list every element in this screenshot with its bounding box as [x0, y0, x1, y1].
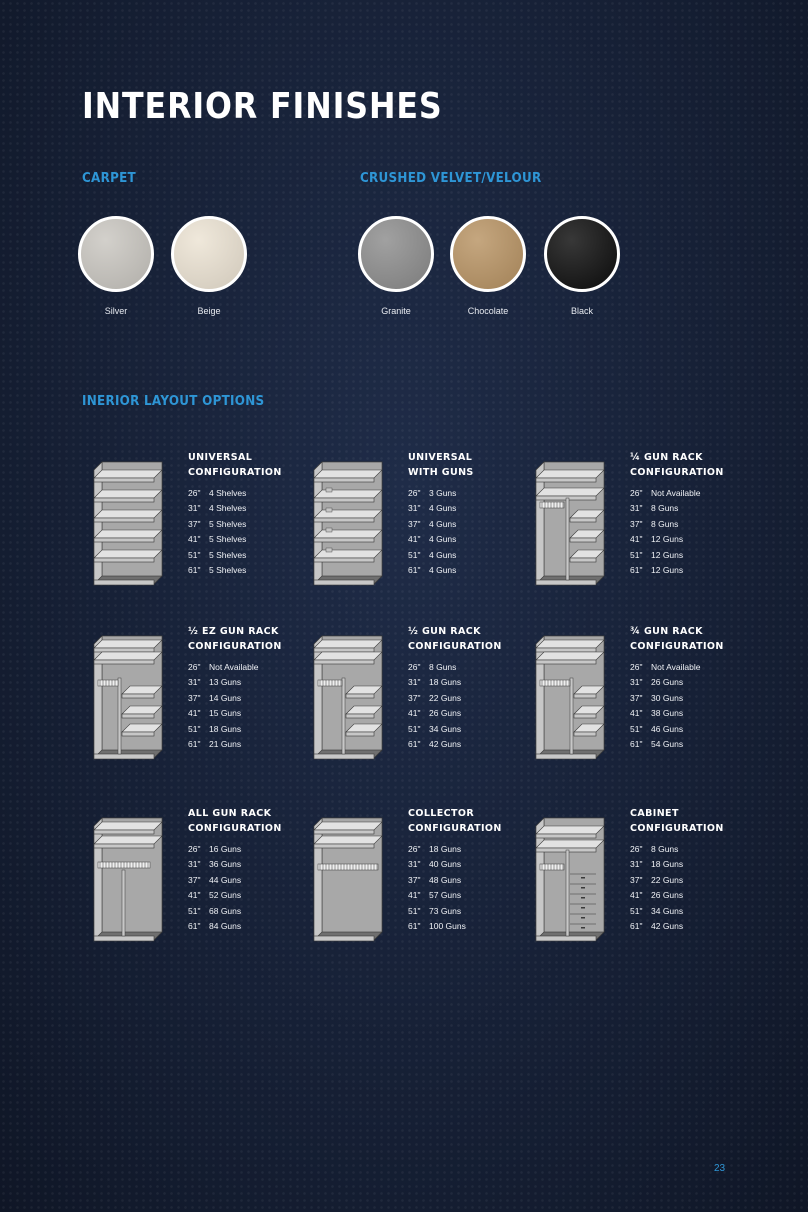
swatch-chocolate-circle [450, 216, 526, 292]
capacity-value: 14 Guns [209, 692, 242, 703]
capacity-value: 52 Guns [209, 890, 242, 901]
capacity-row [188, 842, 241, 857]
safe-size: 51" [408, 723, 421, 734]
swatch-granite [358, 216, 434, 316]
safe-size: 31" [408, 677, 421, 688]
safe-size: 26" [630, 844, 643, 854]
safe-size: 41" [630, 708, 643, 719]
capacity-row [188, 660, 258, 675]
capacity-row [630, 857, 683, 872]
capacity-row [630, 532, 700, 547]
capacity-value: 26 Guns [651, 677, 684, 688]
safe-size: 26" [188, 844, 201, 854]
layout-card [534, 806, 756, 966]
carpet-section-label: CARPET [82, 171, 137, 186]
capacity-value: 40 Guns [429, 859, 462, 870]
capacity-row [188, 563, 246, 578]
capacity-value: 8 Guns [651, 518, 679, 529]
capacity-row [630, 486, 700, 501]
safe-size: 61" [630, 739, 643, 750]
layout-title: ½ GUN RACK CONFIGURATION [408, 626, 502, 652]
safe-size: 61" [408, 565, 421, 576]
capacity-row [188, 888, 241, 903]
capacity-value: 13 Guns [209, 677, 242, 688]
safe-size: 26" [408, 488, 421, 498]
capacity-row [408, 532, 456, 547]
capacity-value: Not Available [651, 488, 701, 498]
capacity-value: 84 Guns [209, 921, 242, 932]
safe-size: 61" [630, 921, 643, 932]
capacity-row [188, 904, 241, 919]
swatch-black [544, 216, 620, 316]
capacity-value: 18 Guns [429, 844, 462, 854]
safe-size: 31" [630, 859, 643, 870]
capacity-value: 34 Guns [429, 723, 462, 734]
capacity-value: 8 Guns [651, 503, 679, 514]
capacity-value: 57 Guns [429, 890, 462, 901]
layout-title: UNIVERSAL WITH GUNS [408, 452, 474, 478]
capacity-value: 54 Guns [651, 739, 684, 750]
capacity-row [408, 842, 466, 857]
swatch-beige-circle [171, 216, 247, 292]
capacity-value: Not Available [209, 662, 259, 672]
layout-card [312, 450, 534, 610]
capacity-row [630, 517, 700, 532]
capacity-row [630, 691, 700, 706]
safe-size: 31" [188, 503, 201, 514]
swatch-label: Chocolate [467, 306, 509, 316]
capacity-row [188, 501, 246, 516]
swatch-chocolate [450, 216, 526, 316]
safe-size: 61" [188, 739, 201, 750]
swatch-label: Beige [197, 306, 221, 316]
safe-size: 31" [630, 677, 643, 688]
capacity-value: 4 Shelves [209, 503, 247, 514]
capacity-value: 12 Guns [651, 534, 684, 545]
capacity-row [630, 737, 700, 752]
layout-card [312, 624, 534, 784]
capacity-row [408, 501, 456, 516]
safe-size: 26" [630, 488, 643, 498]
capacity-row [408, 563, 456, 578]
capacity-value: 18 Guns [429, 677, 462, 688]
layout-card [92, 450, 314, 610]
capacity-value: 12 Guns [651, 565, 684, 576]
safe-size: 37" [408, 692, 421, 703]
safe-size: 26" [408, 844, 421, 854]
safe-size: 51" [188, 905, 201, 916]
safe-size: 61" [188, 921, 201, 932]
safe-size: 37" [630, 518, 643, 529]
safe-size: 37" [408, 874, 421, 885]
capacity-row [630, 904, 683, 919]
capacity-value: 44 Guns [209, 874, 242, 885]
capacity-row [188, 675, 258, 690]
capacity-row [630, 873, 683, 888]
layout-capacity-list [630, 842, 683, 934]
capacity-value: 8 Guns [651, 844, 679, 854]
capacity-value: 68 Guns [209, 905, 242, 916]
layout-capacity-list [408, 842, 466, 934]
page-number: 23 [714, 1163, 726, 1174]
capacity-value: 18 Guns [209, 723, 242, 734]
capacity-row [408, 722, 461, 737]
layout-capacity-list [630, 486, 700, 578]
safe-size: 26" [188, 488, 201, 498]
capacity-row [408, 548, 456, 563]
safe-size: 37" [188, 874, 201, 885]
capacity-row [630, 888, 683, 903]
capacity-row [408, 904, 466, 919]
layout-capacity-list [188, 842, 241, 934]
safe-size: 41" [408, 708, 421, 719]
capacity-row [408, 737, 461, 752]
swatch-black-circle [544, 216, 620, 292]
capacity-value: 30 Guns [651, 692, 684, 703]
layout-capacity-list [408, 660, 461, 752]
capacity-row [188, 722, 258, 737]
layout-title: ¾ GUN RACK CONFIGURATION [630, 626, 724, 652]
capacity-row [188, 486, 246, 501]
safe-size: 51" [188, 549, 201, 560]
safe-size: 31" [408, 503, 421, 514]
capacity-row [630, 722, 700, 737]
safe-size: 51" [630, 549, 643, 560]
layout-capacity-list [188, 486, 246, 578]
swatch-label: Silver [104, 306, 128, 316]
capacity-value: 8 Guns [429, 662, 457, 672]
layout-capacity-list [630, 660, 700, 752]
safe-size: 51" [408, 549, 421, 560]
capacity-row [188, 919, 241, 934]
safe-size: 37" [408, 518, 421, 529]
page-title: INTERIOR FINISHES [82, 86, 443, 127]
capacity-value: 18 Guns [651, 859, 684, 870]
safe-size: 31" [188, 677, 201, 688]
capacity-value: 12 Guns [651, 549, 684, 560]
layout-title: CABINET CONFIGURATION [630, 808, 724, 834]
layout-section-label: INERIOR LAYOUT OPTIONS [82, 394, 265, 409]
safe-size: 26" [408, 662, 421, 672]
layout-title: COLLECTOR CONFIGURATION [408, 808, 502, 834]
capacity-row [408, 486, 456, 501]
safe-size: 41" [630, 890, 643, 901]
capacity-value: 5 Shelves [209, 549, 247, 560]
capacity-row [630, 660, 700, 675]
layout-title: ¼ GUN RACK CONFIGURATION [630, 452, 724, 478]
safe-size: 51" [630, 905, 643, 916]
safe-size: 26" [188, 662, 201, 672]
capacity-row [408, 919, 466, 934]
layout-card [534, 624, 756, 784]
capacity-value: 73 Guns [429, 905, 462, 916]
capacity-row [630, 706, 700, 721]
layout-title: UNIVERSAL CONFIGURATION [188, 452, 282, 478]
capacity-value: 26 Guns [651, 890, 684, 901]
swatch-label: Black [570, 306, 593, 316]
capacity-value: 4 Guns [429, 534, 457, 545]
safe-size: 37" [188, 518, 201, 529]
capacity-row [630, 563, 700, 578]
capacity-value: 16 Guns [209, 844, 242, 854]
capacity-row [188, 517, 246, 532]
safe-size: 37" [188, 692, 201, 703]
capacity-row [188, 857, 241, 872]
capacity-value: 22 Guns [429, 692, 462, 703]
safe-size: 61" [630, 565, 643, 576]
layout-card [534, 450, 756, 610]
safe-size: 61" [408, 739, 421, 750]
safe-size: 31" [408, 859, 421, 870]
capacity-row [188, 691, 258, 706]
capacity-value: 4 Guns [429, 518, 457, 529]
capacity-value: 15 Guns [209, 708, 242, 719]
capacity-row [188, 873, 241, 888]
capacity-value: 34 Guns [651, 905, 684, 916]
safe-size: 51" [408, 905, 421, 916]
capacity-value: 4 Guns [429, 503, 457, 514]
safe-size: 41" [408, 534, 421, 545]
capacity-row [630, 842, 683, 857]
safe-size: 61" [188, 565, 201, 576]
layout-capacity-list [188, 660, 258, 752]
capacity-value: 46 Guns [651, 723, 684, 734]
capacity-value: 3 Guns [429, 488, 457, 498]
safe-size: 41" [630, 534, 643, 545]
safe-size: 31" [630, 503, 643, 514]
capacity-row [630, 675, 700, 690]
safe-size: 41" [188, 534, 201, 545]
capacity-value: 4 Guns [429, 549, 457, 560]
capacity-value: 100 Guns [429, 921, 466, 932]
safe-size: 51" [188, 723, 201, 734]
swatch-granite-circle [358, 216, 434, 292]
capacity-row [408, 660, 461, 675]
capacity-row [408, 675, 461, 690]
capacity-value: 21 Guns [209, 739, 242, 750]
swatch-beige [171, 216, 247, 316]
capacity-value: 42 Guns [651, 921, 684, 932]
safe-size: 37" [630, 692, 643, 703]
layout-card [312, 806, 534, 966]
capacity-row [188, 532, 246, 547]
capacity-row [630, 501, 700, 516]
safe-size: 31" [188, 859, 201, 870]
capacity-value: 4 Guns [429, 565, 457, 576]
capacity-value: 36 Guns [209, 859, 242, 870]
capacity-row [188, 548, 246, 563]
swatch-silver-circle [78, 216, 154, 292]
capacity-value: 22 Guns [651, 874, 684, 885]
capacity-row [408, 691, 461, 706]
safe-size: 37" [630, 874, 643, 885]
safe-size: 61" [408, 921, 421, 932]
swatch-label: Granite [381, 306, 411, 316]
safe-size: 41" [188, 890, 201, 901]
capacity-value: 4 Shelves [209, 488, 247, 498]
capacity-row [408, 857, 466, 872]
safe-size: 41" [188, 708, 201, 719]
capacity-value: 5 Shelves [209, 518, 247, 529]
capacity-value: 42 Guns [429, 739, 462, 750]
capacity-row [630, 919, 683, 934]
swatch-silver [78, 216, 154, 316]
layout-card [92, 624, 314, 784]
capacity-row [408, 873, 466, 888]
capacity-value: Not Available [651, 662, 701, 672]
layout-card [92, 806, 314, 966]
capacity-value: 5 Shelves [209, 565, 247, 576]
velour-section-label: CRUSHED VELVET/VELOUR [360, 171, 542, 186]
capacity-row [630, 548, 700, 563]
capacity-value: 48 Guns [429, 874, 462, 885]
capacity-row [188, 706, 258, 721]
capacity-value: 38 Guns [651, 708, 684, 719]
capacity-row [408, 517, 456, 532]
safe-size: 51" [630, 723, 643, 734]
layout-title: ALL GUN RACK CONFIGURATION [188, 808, 282, 834]
safe-size: 41" [408, 890, 421, 901]
safe-size: 26" [630, 662, 643, 672]
capacity-value: 26 Guns [429, 708, 462, 719]
capacity-row [408, 706, 461, 721]
capacity-row [408, 888, 466, 903]
layout-title: ½ EZ GUN RACK CONFIGURATION [188, 626, 282, 652]
capacity-row [188, 737, 258, 752]
layout-capacity-list [408, 486, 456, 578]
capacity-value: 5 Shelves [209, 534, 247, 545]
